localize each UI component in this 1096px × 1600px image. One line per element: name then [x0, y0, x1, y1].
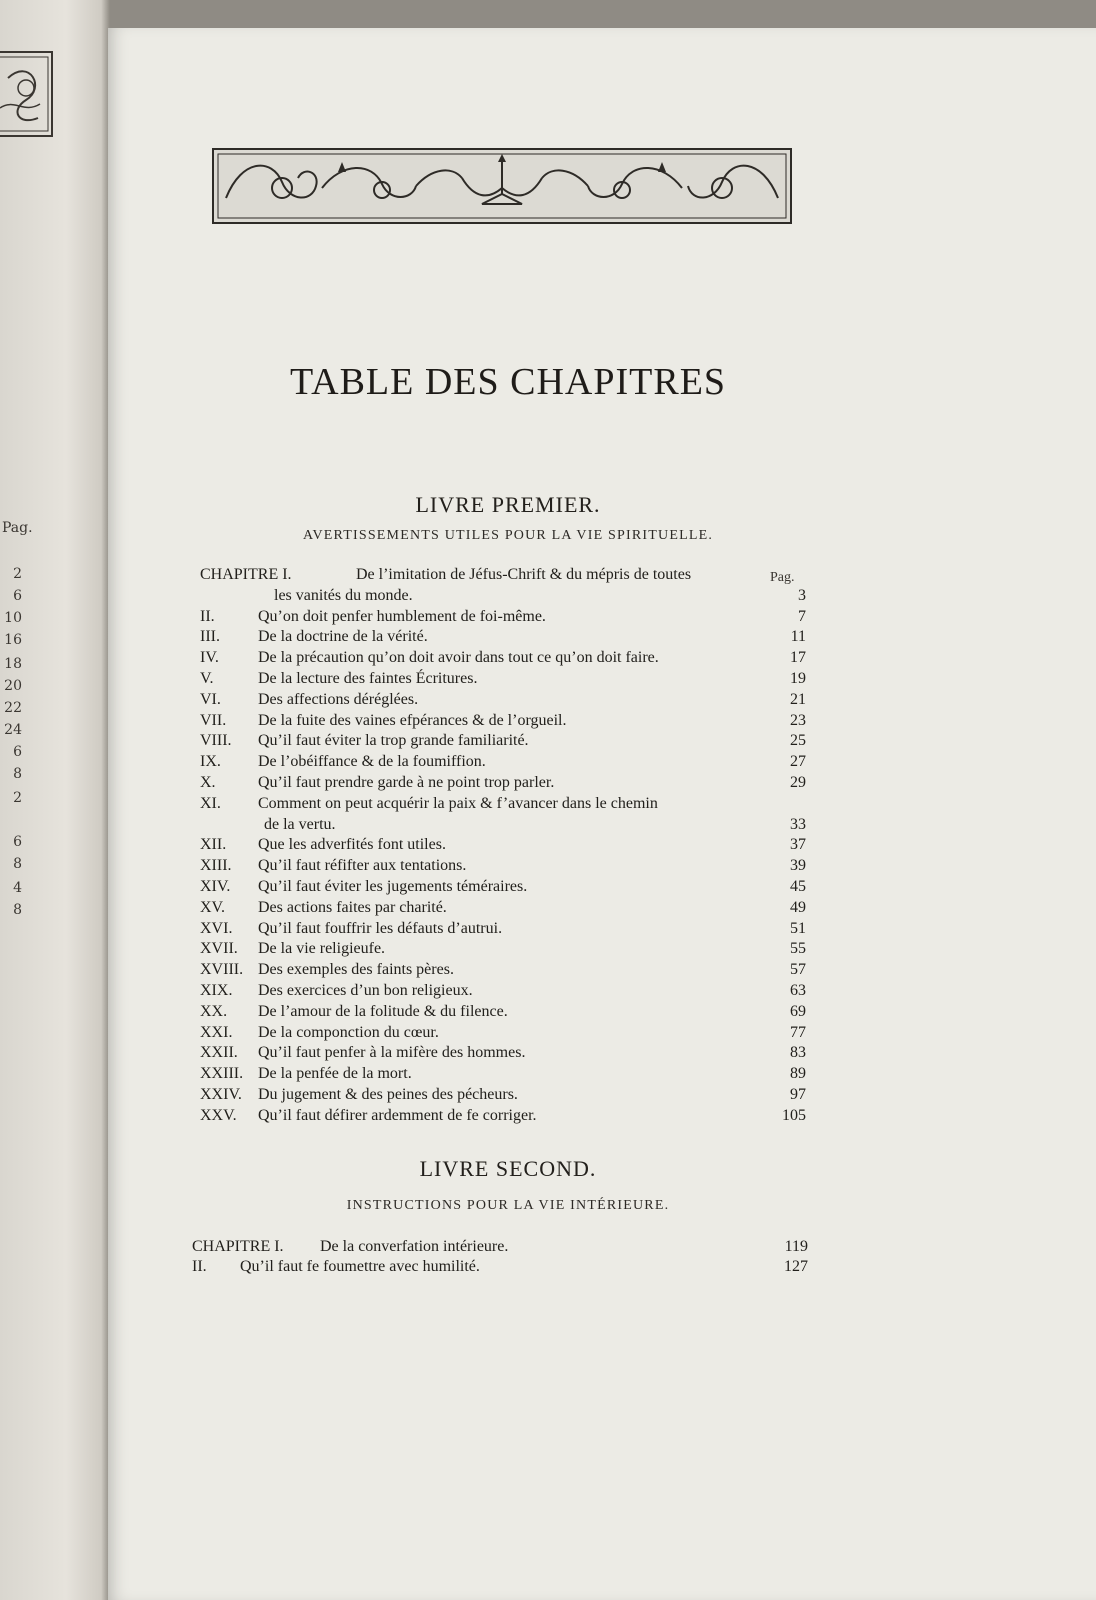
toc-chapter-title: De la fuite des vaines efpérances & de l’orgueil.	[258, 711, 567, 729]
livre-second-title: LIVRE SECOND.	[419, 1156, 597, 1181]
toc-page-number: 23	[790, 711, 806, 729]
toc-page-number: 11	[790, 628, 806, 646]
toc-entry	[200, 920, 806, 940]
toc-entry	[200, 587, 806, 607]
toc-chapter-number: XIV.	[200, 878, 231, 895]
toc-chapter-title: Qu’il faut réfifter aux tentations.	[258, 857, 467, 875]
toc-chapter-number: XVII.	[200, 940, 238, 958]
toc-chapter-number: XII.	[200, 836, 227, 854]
toc-chapter-title: De la penfée de la mort.	[258, 1065, 412, 1083]
toc-chapter-number: XI.	[200, 794, 221, 812]
toc-page-number: 55	[790, 940, 806, 958]
toc-page-number: 29	[790, 774, 806, 791]
page-title: TABLE DES CHAPITRES	[289, 361, 727, 403]
toc-chapter-number: IV.	[200, 649, 219, 667]
toc-page-number: 77	[790, 1023, 806, 1041]
left-page-number: 8	[13, 856, 22, 872]
toc-entry	[200, 1086, 806, 1106]
toc-page-number: 69	[790, 1002, 806, 1020]
toc-chapter-title: Des affections déréglées.	[258, 690, 419, 708]
toc-page-number: 33	[790, 815, 806, 833]
toc-entry	[200, 899, 806, 919]
left-page-number: 20	[4, 678, 22, 694]
toc-chapter-number: XXII.	[200, 1044, 238, 1062]
toc-entry	[200, 1107, 806, 1127]
toc-entry	[200, 732, 806, 752]
toc-chapter-number: II.	[192, 1258, 207, 1275]
pag-column-label: Pag.	[770, 570, 795, 585]
toc-entry	[200, 691, 806, 711]
toc-chapter-number: XIX.	[200, 982, 233, 999]
toc-entry	[200, 1003, 806, 1023]
toc-page-number: 49	[790, 898, 806, 916]
toc-page-number: 97	[790, 1086, 806, 1103]
toc-entry	[200, 670, 806, 690]
toc-page-number: 17	[790, 649, 806, 667]
livre-second-subtitle: INSTRUCTIONS POUR LA VIE INTÉRIEURE.	[346, 1198, 670, 1213]
left-page-number: 6	[13, 744, 22, 760]
previous-page-edge	[0, 0, 110, 1600]
toc-chapter-title: Des exercices d’un bon religieux.	[258, 982, 473, 999]
toc-chapter-title: De la lecture des faintes Écritures.	[258, 670, 478, 687]
left-page-number: 8	[13, 766, 22, 782]
left-page-number: 10	[4, 610, 22, 626]
livre-premier-subtitle: AVERTISSEMENTS UTILES POUR LA VIE SPIRITUELLE.	[302, 528, 714, 543]
toc-page-number: 105	[782, 1106, 806, 1124]
toc-page-number: 37	[790, 836, 806, 854]
toc-chapter-number: XVI.	[200, 919, 233, 937]
toc-chapter-title: les vanités du monde.	[274, 586, 413, 604]
toc-page-number: 57	[790, 961, 806, 979]
toc-chapter-number: CHAPITRE I.	[200, 566, 292, 583]
toc-chapter-title: De l’obéiffance & de la foumiffion.	[258, 753, 486, 771]
book-page	[108, 28, 1096, 1600]
toc-page-number: 83	[790, 1044, 806, 1062]
toc-entry	[200, 712, 806, 732]
toc-entry	[192, 1258, 808, 1278]
toc-chapter-number: V.	[200, 670, 214, 687]
toc-chapter-title: Qu’il faut penfer à la mifère des hommes.	[258, 1044, 526, 1062]
toc-entry	[200, 628, 806, 648]
left-page-number: 4	[13, 880, 22, 896]
toc-chapter-number: XXIV.	[200, 1086, 242, 1103]
toc-entry	[200, 940, 806, 960]
left-page-number: 8	[13, 902, 22, 918]
toc-entry	[200, 608, 806, 628]
toc-page-number: 127	[784, 1258, 808, 1275]
left-page-number: 6	[13, 588, 22, 604]
toc-chapter-number: X.	[200, 774, 216, 791]
toc-entry	[200, 774, 806, 794]
header-ornament-icon	[212, 148, 792, 224]
toc-chapter-title: Du jugement & des peines des pécheurs.	[258, 1086, 518, 1103]
toc-chapter-title: Qu’il faut prendre garde à ne point trop parler.	[258, 774, 555, 791]
toc-entry	[200, 961, 806, 981]
toc-chapter-title: Qu’il faut éviter les jugements téméraires.	[258, 878, 528, 895]
toc-entry	[200, 1044, 806, 1064]
toc-page-number: 3	[798, 586, 806, 604]
toc-chapter-title: Qu’il faut fe foumettre avec humilité.	[240, 1258, 480, 1275]
toc-entry	[200, 816, 806, 836]
toc-chapter-title: De l’amour de la folitude & du filence.	[258, 1002, 508, 1020]
left-page-number: 16	[4, 632, 22, 648]
toc-chapter-number: XX.	[200, 1002, 228, 1020]
toc-chapter-title: De la doctrine de la vérité.	[258, 628, 428, 646]
left-pag-label: Pag.	[2, 520, 33, 536]
toc-page-number: 27	[790, 753, 806, 771]
toc-page-number: 7	[798, 607, 806, 625]
toc-chapter-number: XVIII.	[200, 961, 244, 979]
toc-chapter-title: Des exemples des faints pères.	[258, 961, 454, 979]
toc-chapter-title: De l’imitation de Jéfus-Chrift & du mépris de toutes	[356, 566, 692, 583]
toc-chapter-title: Des actions faites par charité.	[258, 898, 447, 916]
toc-chapter-title: Qu’il faut défirer ardemment de fe corriger.	[258, 1106, 537, 1124]
toc-entry	[200, 1065, 806, 1085]
left-page-number: 2	[13, 566, 22, 582]
left-page-number: 18	[4, 656, 22, 672]
toc-entry	[200, 982, 806, 1002]
toc-chapter-number: XXIII.	[200, 1065, 244, 1083]
toc-chapter-number: VI.	[200, 690, 221, 708]
left-page-number: 2	[13, 790, 22, 806]
toc-chapter-title: de la vertu.	[264, 815, 336, 833]
toc-chapter-title: Qu’il faut éviter la trop grande familiarité.	[258, 732, 529, 750]
corner-ornament-icon	[0, 48, 56, 140]
toc-page-number: 25	[790, 732, 806, 750]
left-page-number: 22	[4, 700, 22, 716]
left-page-number: 24	[4, 722, 22, 738]
toc-chapter-title: Que les adverfités font utiles.	[258, 836, 446, 854]
toc-page-number: 89	[790, 1065, 806, 1083]
toc-chapter-number: XIII.	[200, 857, 232, 875]
toc-page-number: 45	[790, 878, 806, 895]
toc-chapter-number: VII.	[200, 711, 227, 729]
toc-chapter-title: Qu’on doit penfer humblement de foi-même.	[258, 607, 546, 625]
toc-chapter-title: De la converfation intérieure.	[320, 1238, 509, 1255]
toc-chapter-number: VIII.	[200, 732, 232, 750]
toc-chapter-number: XV.	[200, 898, 226, 916]
toc-entry	[200, 1024, 806, 1044]
toc-chapter-number: III.	[200, 628, 220, 646]
left-page-number: 6	[13, 834, 22, 850]
toc-chapter-number: IX.	[200, 753, 221, 771]
toc-entry	[200, 566, 806, 586]
toc-page-number: 119	[784, 1238, 808, 1255]
toc-chapter-title: De la componction du cœur.	[258, 1023, 439, 1041]
toc-chapter-number: CHAPITRE I.	[192, 1238, 284, 1255]
toc-entry	[200, 857, 806, 877]
toc-entry	[200, 836, 806, 856]
toc-page-number: 63	[790, 982, 806, 999]
toc-chapter-number: XXI.	[200, 1023, 233, 1041]
toc-page-number: 51	[790, 919, 806, 937]
toc-page-number: 39	[790, 857, 806, 875]
toc-entry	[200, 753, 806, 773]
toc-entry	[192, 1238, 808, 1258]
toc-entry	[200, 878, 806, 898]
toc-chapter-title: De la précaution qu’on doit avoir dans tout ce qu’on doit faire.	[258, 649, 659, 667]
toc-entry	[200, 649, 806, 669]
toc-chapter-title: Comment on peut acquérir la paix & f’avancer dans le chemin	[258, 794, 658, 812]
toc-entry	[200, 795, 806, 815]
toc-chapter-number: XXV.	[200, 1106, 237, 1124]
toc-chapter-title: Qu’il faut fouffrir les défauts d’autrui.	[258, 919, 503, 937]
toc-chapter-title: De la vie religieufe.	[258, 940, 386, 958]
toc-page-number: 21	[790, 690, 806, 708]
livre-premier-title: LIVRE PREMIER.	[415, 492, 601, 517]
toc-chapter-number: II.	[200, 607, 215, 625]
toc-page-number: 19	[790, 670, 806, 687]
